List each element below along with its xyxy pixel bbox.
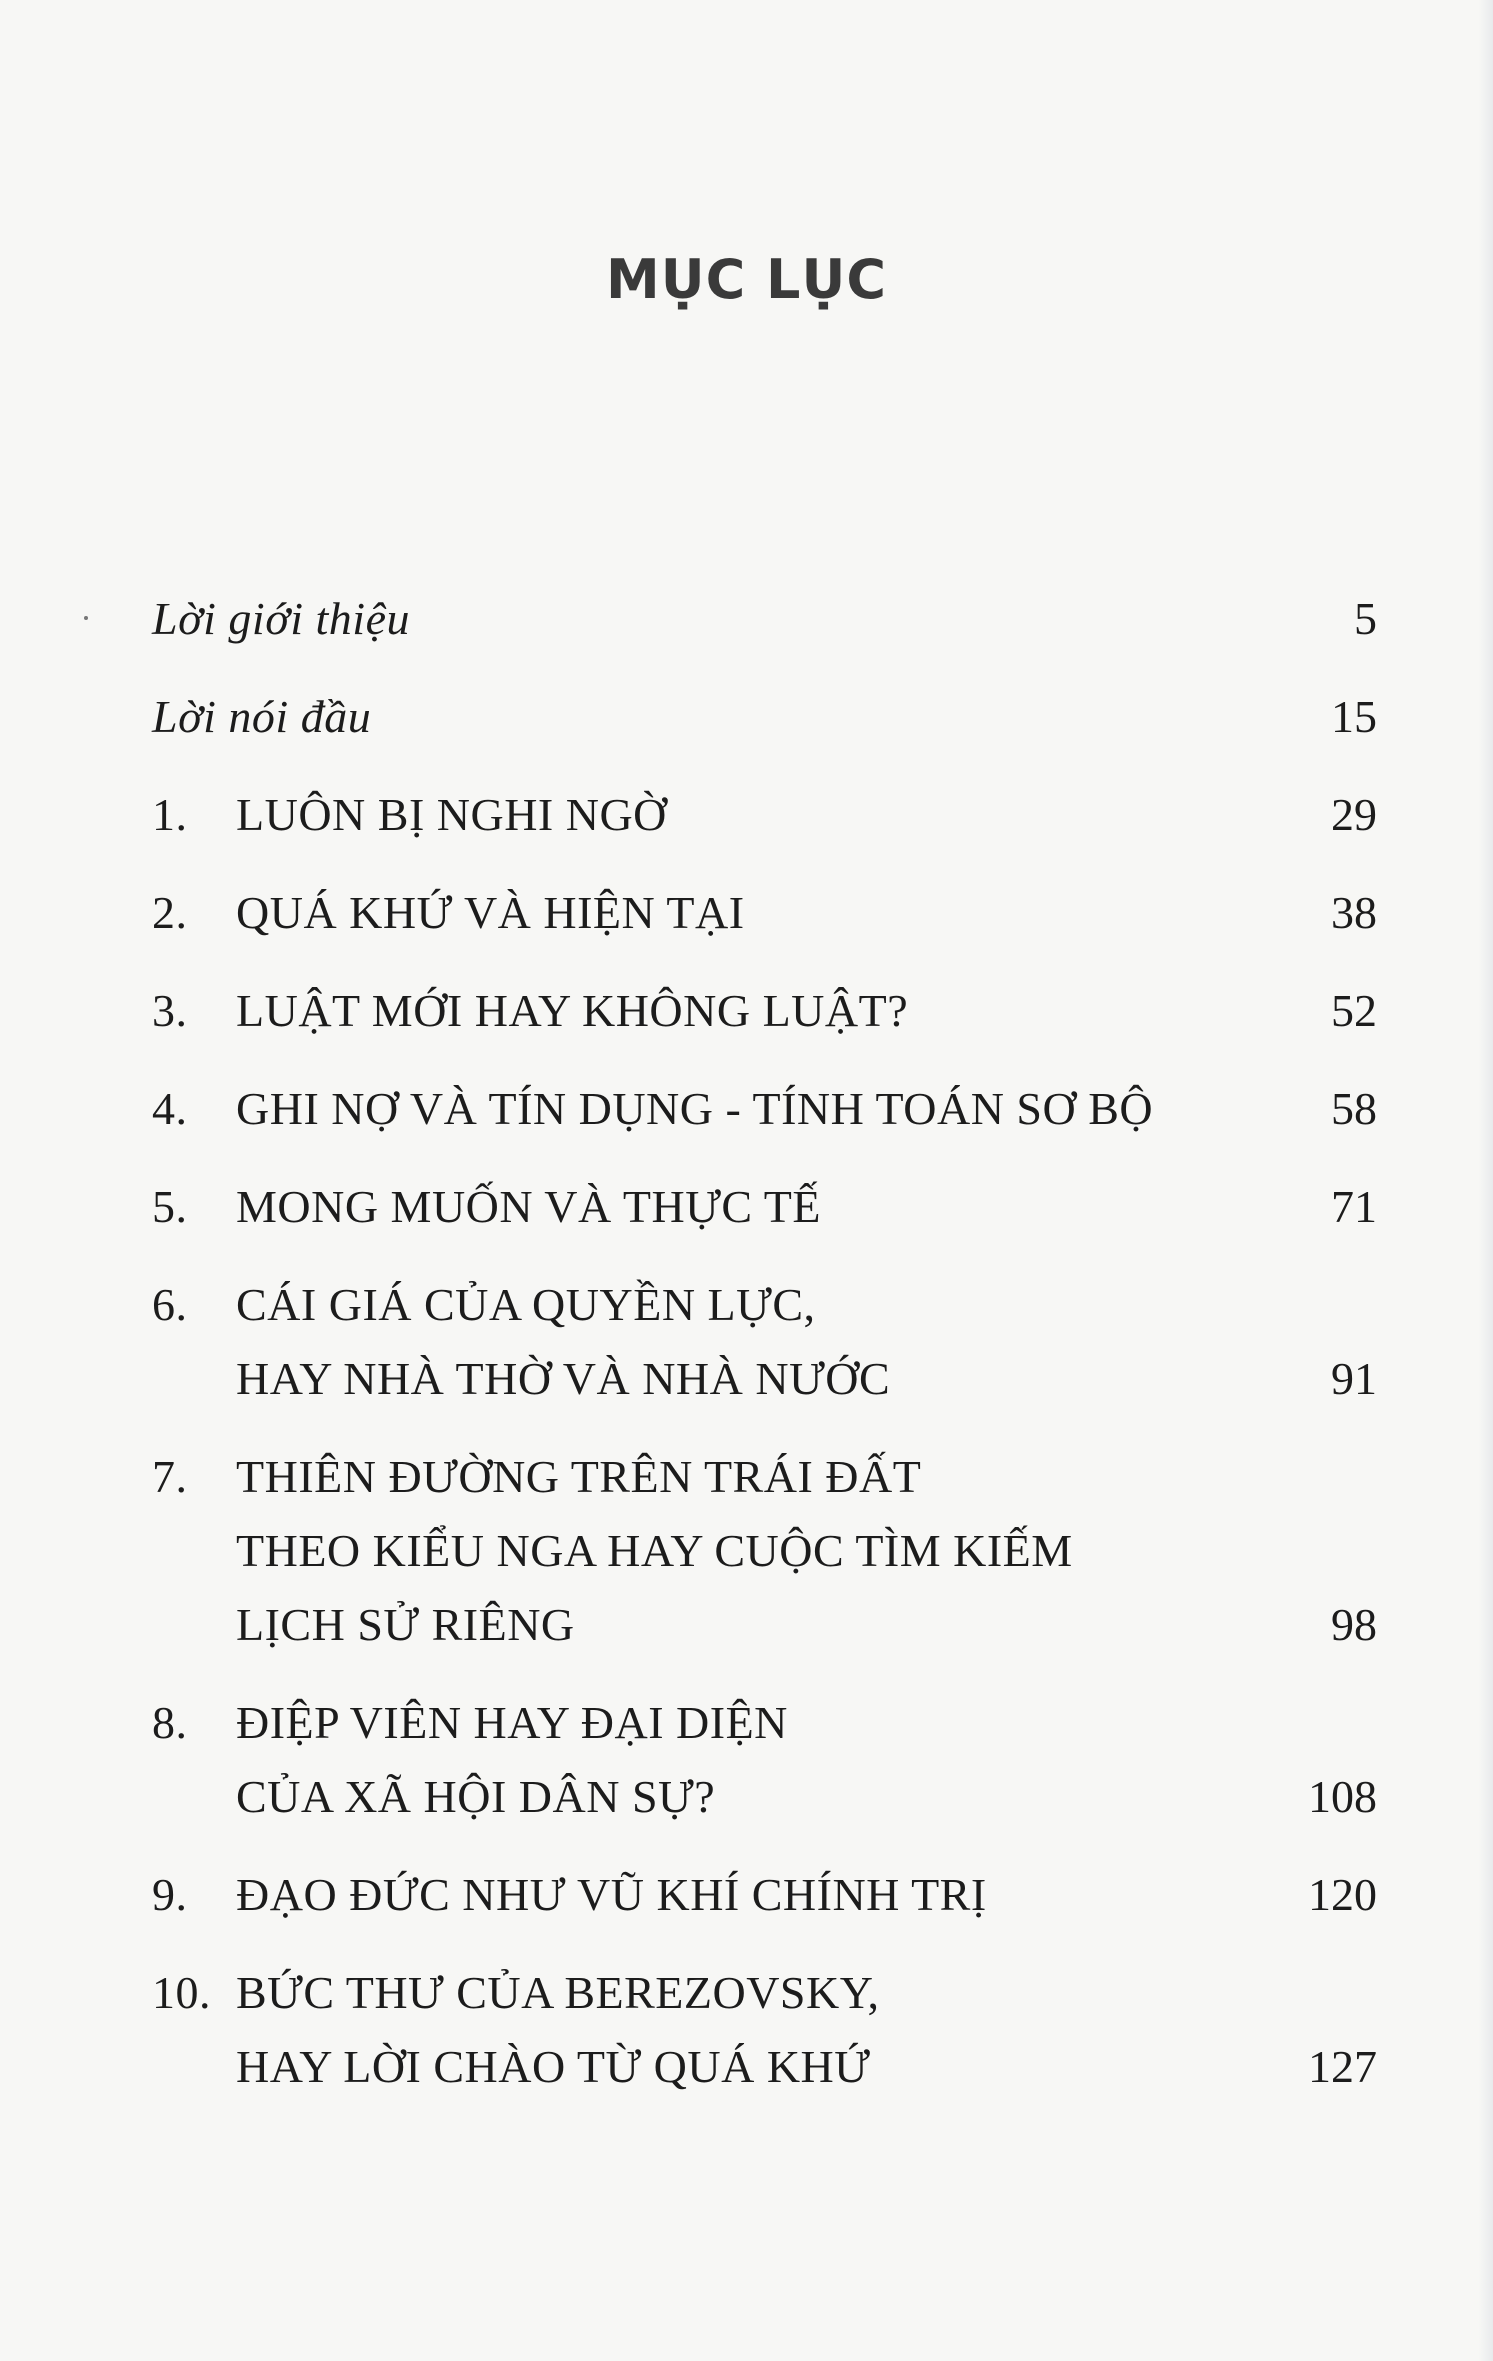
toc-entry xyxy=(152,1956,1377,2104)
toc-entry-page: 71 xyxy=(1331,1181,1377,1232)
toc-entry-number: 5. xyxy=(152,1181,188,1232)
toc-entry xyxy=(152,778,1377,852)
toc-entry xyxy=(152,1440,1377,1662)
toc-entry-page: 108 xyxy=(1308,1771,1377,1822)
toc-entry-title: ĐIỆP VIÊN HAY ĐẠI DIỆN CỦA XÃ HỘI DÂN SỰ? xyxy=(236,1697,788,1822)
toc-entry xyxy=(152,680,1377,754)
toc-entry-title: ĐẠO ĐỨC NHƯ VŨ KHÍ CHÍNH TRỊ xyxy=(236,1869,987,1920)
toc-entry-page: 91 xyxy=(1331,1353,1377,1404)
toc-entry-title: Lời nói đầu xyxy=(152,691,372,742)
toc-entry-number: 3. xyxy=(152,985,188,1036)
toc-entry xyxy=(152,1686,1377,1834)
toc-entry-page: 98 xyxy=(1331,1599,1377,1650)
toc-entry-title: THIÊN ĐƯỜNG TRÊN TRÁI ĐẤT THEO KIỂU NGA HAY CUỘC TÌM KIẾM LỊCH SỬ RIÊNG xyxy=(236,1451,1073,1650)
toc-entry xyxy=(152,1268,1377,1416)
toc-entry-title: QUÁ KHỨ VÀ HIỆN TẠI xyxy=(236,887,745,938)
toc-entry-number: 4. xyxy=(152,1083,188,1134)
page-title: MỤC LỤC xyxy=(606,248,887,311)
toc-entry-number: 6. xyxy=(152,1279,188,1330)
toc-entry-title: LUẬT MỚI HAY KHÔNG LUẬT? xyxy=(236,985,909,1036)
toc-entry-page: 120 xyxy=(1308,1869,1377,1920)
toc-entry-page: 5 xyxy=(1354,593,1377,644)
toc-entry xyxy=(152,1072,1377,1146)
toc-entry xyxy=(152,974,1377,1048)
toc-entry xyxy=(152,1858,1377,1932)
toc-entry xyxy=(152,1170,1377,1244)
toc-entry-number: 9. xyxy=(152,1869,188,1920)
toc-entry-page: 29 xyxy=(1331,789,1377,840)
toc-entry-page: 58 xyxy=(1331,1083,1377,1134)
toc-entry-page: 52 xyxy=(1331,985,1377,1036)
toc-entry-page: 127 xyxy=(1308,2041,1377,2092)
toc-entry xyxy=(152,876,1377,950)
toc-entry-title: GHI NỢ VÀ TÍN DỤNG - TÍNH TOÁN SƠ BỘ xyxy=(236,1083,1154,1134)
toc-entry-number: 8. xyxy=(152,1697,188,1748)
toc-entry-number: 10. xyxy=(152,1967,211,2018)
toc-entry-title: LUÔN BỊ NGHI NGỜ xyxy=(236,789,667,840)
toc-entry-title: CÁI GIÁ CỦA QUYỀN LỰC, HAY NHÀ THỜ VÀ NHÀ NƯỚC xyxy=(236,1279,891,1404)
toc-entry-title: BỨC THƯ CỦA BEREZOVSKY, HAY LỜI CHÀO TỪ QUÁ KHỨ xyxy=(236,1967,880,2092)
toc-entry-number: 2. xyxy=(152,887,188,938)
paper-speck xyxy=(84,616,88,620)
toc-entry-number: 1. xyxy=(152,789,188,840)
toc-entry-title: MONG MUỐN VÀ THỰC TẾ xyxy=(236,1181,821,1232)
table-of-contents xyxy=(152,582,1377,2128)
toc-entry-page: 38 xyxy=(1331,887,1377,938)
toc-entry xyxy=(152,582,1377,656)
toc-entry-number: 7. xyxy=(152,1451,188,1502)
toc-entry-page: 15 xyxy=(1331,691,1377,742)
page-edge xyxy=(1479,0,1493,2361)
toc-entry-title: Lời giới thiệu xyxy=(152,593,411,644)
